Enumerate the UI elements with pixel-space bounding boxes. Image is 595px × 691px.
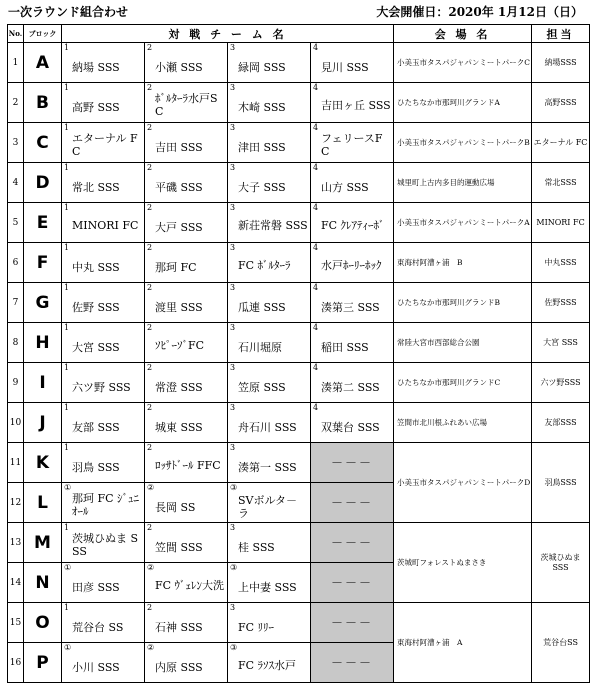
row-number: 13 [8, 523, 24, 563]
block-letter: A [24, 43, 62, 83]
seed-number: ① [64, 483, 72, 492]
seed-number: 1 [64, 363, 70, 372]
team-cell [228, 403, 311, 443]
team-name: 山方 SSS [321, 180, 369, 194]
team-name: 内原 SSS [155, 660, 203, 674]
seed-number: 4 [313, 83, 319, 92]
team-name: 那珂 FC ｼﾞｭﾆｵｰﾙ [72, 492, 140, 518]
team-name: ｿﾋﾟｰｿﾞFC [155, 338, 205, 352]
page-title: 一次ラウンド組合わせ [8, 5, 129, 19]
row-number: 4 [8, 163, 24, 203]
table-row [8, 43, 590, 83]
seed-number: 2 [147, 403, 153, 412]
seed-number: 1 [64, 523, 70, 532]
team-cell [62, 643, 145, 683]
team-name: 大戸 SSS [155, 220, 203, 234]
team-name: 双葉台 SSS [321, 420, 380, 434]
block-letter: I [24, 363, 62, 403]
staff-team: 六ツ野SSS [532, 363, 590, 403]
seed-number: ③ [230, 483, 238, 492]
team-cell [145, 483, 228, 523]
team-name: FC ｳﾞｪﾚﾝ大洗 [155, 578, 225, 592]
team-cell [145, 243, 228, 283]
team-cell [311, 323, 394, 363]
seed-number: 1 [64, 123, 70, 132]
team-cell [145, 443, 228, 483]
team-name: ﾛｯｻﾄﾞｰﾙ FFC [155, 458, 221, 472]
seed-number: 3 [230, 283, 236, 292]
venue-name: ひたちなか市那珂川グランドB [394, 283, 532, 323]
team-cell [145, 203, 228, 243]
seed-number: ① [64, 643, 72, 652]
staff-team: 常北SSS [532, 163, 590, 203]
team-name: FC ﾘﾘｰ [238, 620, 275, 634]
team-name: 吉田ヶ丘 SSS [321, 98, 391, 112]
team-cell [228, 243, 311, 283]
team-cell [228, 83, 311, 123]
seed-number: 1 [64, 323, 70, 332]
empty-slot-dash: －－－ [331, 656, 374, 670]
venue-name: 小美玉市タスパジャパンミートパークA [394, 203, 532, 243]
team-cell [311, 283, 394, 323]
team-cell [228, 483, 311, 523]
team-cell [145, 563, 228, 603]
seed-number: 1 [64, 43, 70, 52]
team-name: 稲田 SSS [321, 340, 369, 354]
seed-number: 3 [230, 443, 236, 452]
venue-name: 城里町上古内多目的運動広場 [394, 163, 532, 203]
team-cell [62, 243, 145, 283]
team-name: 瓜連 SSS [238, 300, 286, 314]
team-cell [228, 43, 311, 83]
block-letter: G [24, 283, 62, 323]
block-letter: E [24, 203, 62, 243]
table-row [8, 523, 590, 563]
team-cell [62, 363, 145, 403]
seed-number: 3 [230, 163, 236, 172]
team-cell [228, 163, 311, 203]
row-number: 6 [8, 243, 24, 283]
team-name: 水戸ﾎｰﾘｰﾎｯｸ [321, 258, 382, 272]
seed-number: 3 [230, 83, 236, 92]
seed-number: 4 [313, 403, 319, 412]
seed-number: 3 [230, 43, 236, 52]
seed-number: ② [147, 563, 155, 572]
seed-number: 4 [313, 43, 319, 52]
seed-number: 2 [147, 123, 153, 132]
venue-name: 常陸大宮市西部総合公園 [394, 323, 532, 363]
team-name: 羽鳥 SSS [72, 460, 120, 474]
team-name: 中丸 SSS [72, 260, 120, 274]
staff-team: 納場SSS [532, 43, 590, 83]
team-cell [145, 643, 228, 683]
team-cell [62, 83, 145, 123]
team-cell [62, 203, 145, 243]
empty-slot-dash: －－－ [331, 456, 374, 470]
team-name: 笠原 SSS [238, 380, 286, 394]
team-cell [62, 523, 145, 563]
block-letter: H [24, 323, 62, 363]
seed-number: ③ [230, 563, 238, 572]
row-number: 1 [8, 43, 24, 83]
team-cell [311, 83, 394, 123]
seed-number: 2 [147, 323, 153, 332]
team-cell [145, 43, 228, 83]
team-name: FC ﾗｿｽ水戸 [238, 658, 297, 672]
team-cell [62, 323, 145, 363]
empty-team-slot [311, 483, 394, 523]
team-cell [228, 443, 311, 483]
team-cell [228, 603, 311, 643]
team-name: ﾎﾞﾙﾀｰﾗ水戸SC [155, 92, 218, 118]
team-name: 友部 SSS [72, 420, 120, 434]
team-name: 長岡 SS [155, 500, 196, 514]
seed-number: 1 [64, 283, 70, 292]
team-name: 常北 SSS [72, 180, 120, 194]
team-cell [145, 363, 228, 403]
venue-name: ひたちなか市那珂川グランドC [394, 363, 532, 403]
venue-name: ひたちなか市那珂川グランドA [394, 83, 532, 123]
team-name: FC ﾎﾞﾙﾀｰﾗ [238, 258, 291, 272]
seed-number: 4 [313, 323, 319, 332]
team-cell [228, 123, 311, 163]
team-cell [62, 443, 145, 483]
bracket-table [7, 24, 590, 683]
team-cell [311, 403, 394, 443]
seed-number: 2 [147, 163, 153, 172]
team-cell [145, 603, 228, 643]
col-header-teams: 対 戦 チ ー ム 名 [62, 25, 394, 43]
seed-number: 4 [313, 363, 319, 372]
venue-name: 小美玉市タスパジャパンミートパークD [394, 443, 532, 523]
team-name: 石神 SSS [155, 620, 203, 634]
team-name: 湊第三 SSS [321, 300, 380, 314]
team-name: 石川堀原 [238, 340, 282, 354]
staff-team: 高野SSS [532, 83, 590, 123]
seed-number: 3 [230, 203, 236, 212]
seed-number: 1 [64, 163, 70, 172]
team-name: 渡里 SSS [155, 300, 203, 314]
team-cell [228, 563, 311, 603]
block-letter: L [24, 483, 62, 523]
team-name: フェリースF C [321, 132, 383, 158]
team-name: 平磯 SSS [155, 180, 203, 194]
row-number: 10 [8, 403, 24, 443]
team-cell [145, 83, 228, 123]
team-name: 那珂 FC [155, 260, 197, 274]
team-name: 荒谷台 SS [72, 620, 124, 634]
block-letter: P [24, 643, 62, 683]
team-cell [228, 523, 311, 563]
team-name: 城東 SSS [155, 420, 203, 434]
table-row [8, 323, 590, 363]
block-letter: B [24, 83, 62, 123]
team-cell [228, 363, 311, 403]
team-cell [311, 203, 394, 243]
seed-number: 1 [64, 83, 70, 92]
team-name: 小川 SSS [72, 660, 120, 674]
staff-team: 友部SSS [532, 403, 590, 443]
empty-team-slot [311, 643, 394, 683]
row-number: 7 [8, 283, 24, 323]
team-cell [228, 643, 311, 683]
row-number: 11 [8, 443, 24, 483]
event-date: 大会開催日：2020年 1月12日（日） [376, 5, 583, 19]
empty-slot-dash: －－－ [331, 576, 374, 590]
team-name: 納場 SSS [72, 60, 120, 74]
seed-number: 3 [230, 603, 236, 612]
table-row [8, 403, 590, 443]
venue-name: 東海村阿漕ヶ浦 A [394, 603, 532, 683]
col-header-no: No. [8, 25, 24, 43]
seed-number: 4 [313, 283, 319, 292]
team-name: MINORI FC [72, 218, 139, 232]
empty-team-slot [311, 443, 394, 483]
table-row [8, 203, 590, 243]
venue-name: 茨城町フォレストぬまさき [394, 523, 532, 603]
team-name: 新荘常磐 SSS [238, 218, 308, 232]
table-row [8, 363, 590, 403]
block-letter: F [24, 243, 62, 283]
team-name: 常澄 SSS [155, 380, 203, 394]
seed-number: 1 [64, 443, 70, 452]
team-name: 佐野 SSS [72, 300, 120, 314]
seed-number: 3 [230, 363, 236, 372]
block-letter: N [24, 563, 62, 603]
team-cell [311, 123, 394, 163]
team-name: 見川 SSS [321, 60, 369, 74]
seed-number: 4 [313, 243, 319, 252]
empty-slot-dash: －－－ [331, 496, 374, 510]
team-cell [62, 563, 145, 603]
seed-number: 3 [230, 123, 236, 132]
block-letter: C [24, 123, 62, 163]
row-number: 12 [8, 483, 24, 523]
empty-slot-dash: －－－ [331, 536, 374, 550]
block-letter: D [24, 163, 62, 203]
team-name: SVボルタ－ラ [238, 494, 298, 520]
staff-team: 荒谷台SS [532, 603, 590, 683]
team-cell [311, 363, 394, 403]
table-row [8, 123, 590, 163]
team-name: 吉田 SSS [155, 140, 203, 154]
table-row [8, 283, 590, 323]
staff-team: エターナル FC [532, 123, 590, 163]
team-cell [228, 283, 311, 323]
seed-number: ① [64, 563, 72, 572]
seed-number: 3 [230, 323, 236, 332]
block-letter: K [24, 443, 62, 483]
team-name: 桂 SSS [238, 540, 275, 554]
row-number: 5 [8, 203, 24, 243]
seed-number: 1 [64, 243, 70, 252]
staff-team: MINORI FC [532, 203, 590, 243]
team-cell [228, 323, 311, 363]
seed-number: 2 [147, 443, 153, 452]
team-cell [145, 323, 228, 363]
seed-number: 3 [230, 523, 236, 532]
team-cell [62, 163, 145, 203]
row-number: 9 [8, 363, 24, 403]
team-cell [311, 163, 394, 203]
empty-team-slot [311, 603, 394, 643]
team-name: 舟石川 SSS [238, 420, 297, 434]
team-cell [62, 123, 145, 163]
seed-number: 2 [147, 243, 153, 252]
table-row [8, 83, 590, 123]
seed-number: 1 [64, 203, 70, 212]
team-name: エターナル FC [72, 132, 138, 158]
row-number: 14 [8, 563, 24, 603]
staff-team: 羽鳥SSS [532, 443, 590, 523]
venue-name: 小美玉市タスパジャパンミートパークB [394, 123, 532, 163]
empty-team-slot [311, 563, 394, 603]
table-row [8, 443, 590, 483]
seed-number: 4 [313, 203, 319, 212]
row-number: 8 [8, 323, 24, 363]
seed-number: 2 [147, 283, 153, 292]
block-letter: J [24, 403, 62, 443]
seed-number: ③ [230, 643, 238, 652]
venue-name: 笠間市北川根ふれあい広場 [394, 403, 532, 443]
venue-name: 東海村阿漕ヶ浦 B [394, 243, 532, 283]
team-name: 木崎 SSS [238, 100, 286, 114]
table-row [8, 603, 590, 643]
team-cell [62, 403, 145, 443]
team-cell [145, 403, 228, 443]
block-letter: M [24, 523, 62, 563]
team-name: 大宮 SSS [72, 340, 120, 354]
team-name: FC ｸﾚｱﾃｨｰﾎﾞ [321, 218, 385, 232]
seed-number: 4 [313, 123, 319, 132]
team-cell [62, 483, 145, 523]
team-name: 小瀬 SSS [155, 60, 203, 74]
empty-slot-dash: －－－ [331, 616, 374, 630]
team-name: 田彦 SSS [72, 580, 120, 594]
staff-team: 佐野SSS [532, 283, 590, 323]
team-cell [145, 523, 228, 563]
row-number: 16 [8, 643, 24, 683]
seed-number: 2 [147, 43, 153, 52]
seed-number: ② [147, 483, 155, 492]
team-name: 大子 SSS [238, 180, 286, 194]
venue-name: 小美玉市タスパジャパンミートパークC [394, 43, 532, 83]
row-number: 2 [8, 83, 24, 123]
team-cell [311, 43, 394, 83]
seed-number: 1 [64, 603, 70, 612]
empty-team-slot [311, 523, 394, 563]
team-cell [311, 243, 394, 283]
col-header-venue: 会 場 名 [394, 25, 532, 43]
team-cell [62, 283, 145, 323]
seed-number: 2 [147, 363, 153, 372]
col-header-block: ブロック [24, 25, 62, 43]
row-number: 3 [8, 123, 24, 163]
table-row [8, 243, 590, 283]
team-cell [145, 163, 228, 203]
seed-number: 4 [313, 163, 319, 172]
team-name: 湊第二 SSS [321, 380, 380, 394]
team-name: 津田 SSS [238, 140, 286, 154]
team-cell [145, 283, 228, 323]
team-name: 茨城ひぬま SSS [72, 532, 139, 558]
team-cell [62, 603, 145, 643]
team-name: 六ツ野 SSS [72, 380, 131, 394]
team-name: 湊第一 SSS [238, 460, 297, 474]
staff-team: 中丸SSS [532, 243, 590, 283]
table-row [8, 163, 590, 203]
team-name: 高野 SSS [72, 100, 120, 114]
seed-number: 1 [64, 403, 70, 412]
team-cell [145, 123, 228, 163]
team-cell [62, 43, 145, 83]
team-name: 緑岡 SSS [238, 60, 286, 74]
team-cell [228, 203, 311, 243]
col-header-staff: 担当 [532, 25, 590, 43]
seed-number: 2 [147, 83, 153, 92]
seed-number: 2 [147, 603, 153, 612]
seed-number: 2 [147, 523, 153, 532]
team-name: 笠間 SSS [155, 540, 203, 554]
staff-team: 茨城ひぬま SSS [532, 523, 590, 603]
row-number: 15 [8, 603, 24, 643]
seed-number: 2 [147, 203, 153, 212]
block-letter: O [24, 603, 62, 643]
seed-number: ② [147, 643, 155, 652]
staff-team: 大宮 SSS [532, 323, 590, 363]
seed-number: 3 [230, 403, 236, 412]
seed-number: 3 [230, 243, 236, 252]
header-row [8, 25, 590, 43]
team-name: 上中妻 SSS [238, 580, 297, 594]
